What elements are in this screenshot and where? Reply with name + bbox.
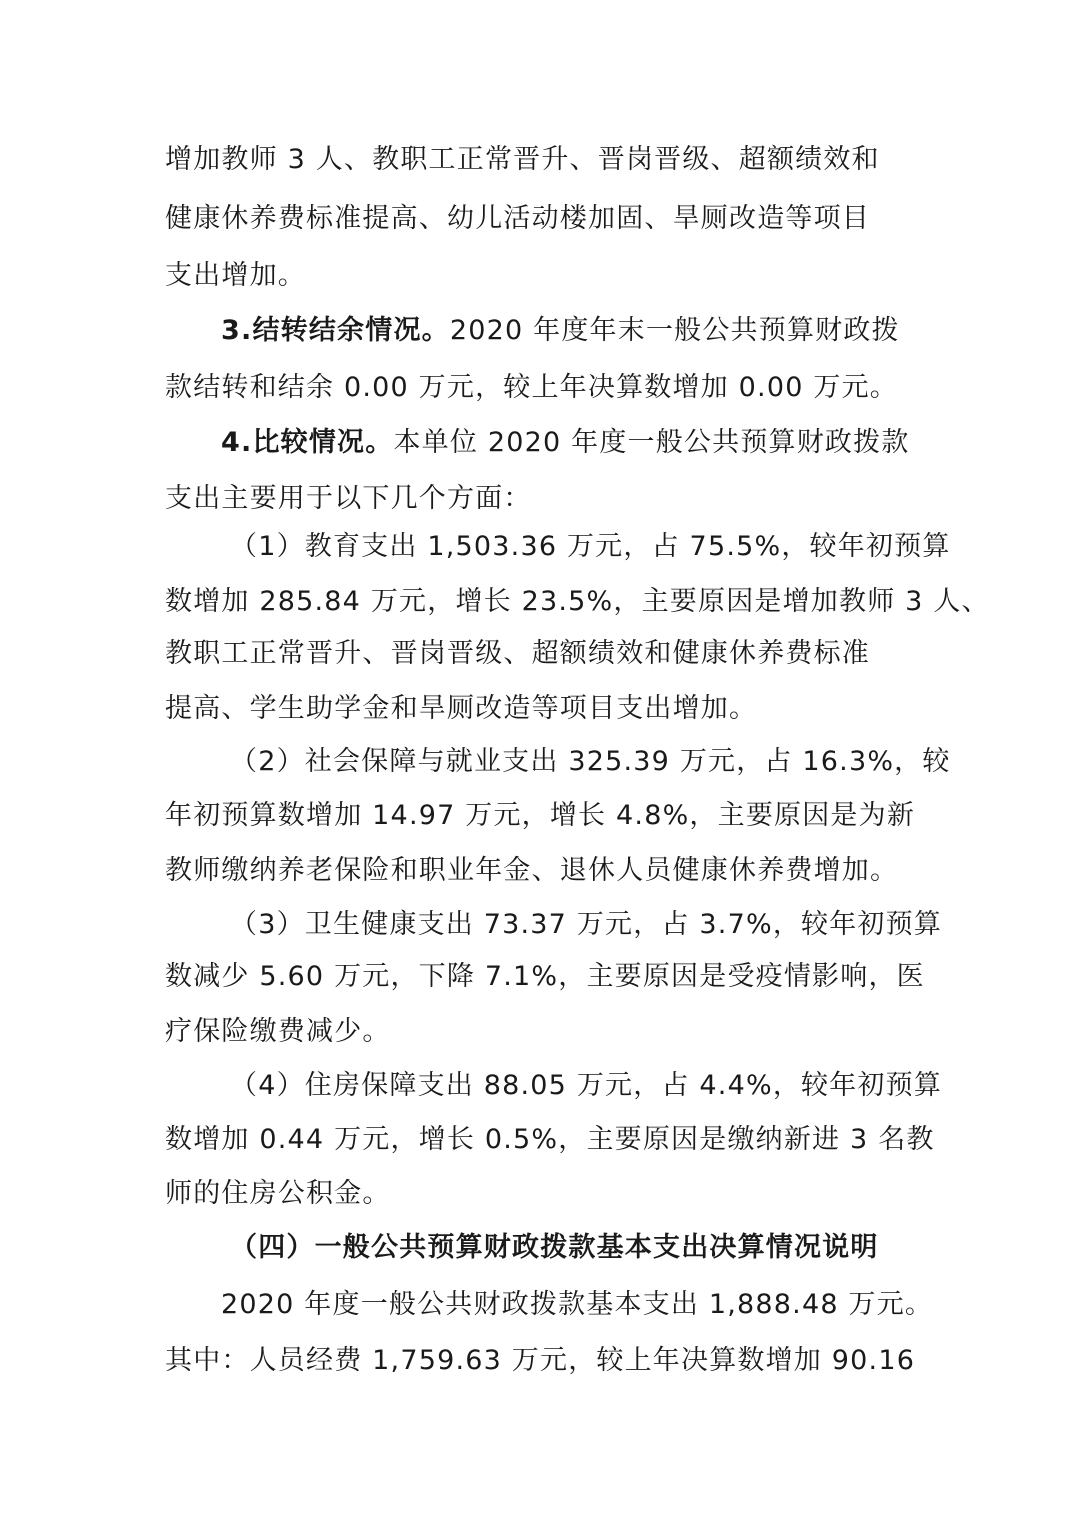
section-3-first-line	[221, 311, 900, 351]
paragraph-line: 师的住房公积金。	[165, 1178, 391, 1209]
paragraph-line: （4）住房保障支出 88.05 万元，占 4.4%，较年初预算	[230, 1070, 943, 1101]
paragraph-line: 疗保险缴费减少。	[165, 1016, 391, 1047]
paragraph-line: 提高、学生助学金和旱厕改造等项目支出增加。	[165, 693, 758, 724]
paragraph-line: 2020 年度一般公共财政拨款基本支出 1,888.48 万元。	[221, 1289, 934, 1320]
paragraph-line: 支出增加。	[165, 260, 306, 291]
paragraph-text: 本单位 2020 年度一般公共预算财政拨款	[393, 427, 910, 458]
paragraph-line: （2）社会保障与就业支出 325.39 万元，占 16.3%，较	[230, 746, 951, 777]
paragraph-line: 款结转和结余 0.00 万元，较上年决算数增加 0.00 万元。	[165, 372, 898, 403]
paragraph-line: （1）教育支出 1,503.36 万元，占 75.5%，较年初预算	[230, 531, 951, 562]
section-heading-4: 4.比较情况。	[221, 427, 394, 458]
paragraph-line: 数增加 0.44 万元，增长 0.5%，主要原因是缴纳新进 3 名教	[165, 1124, 935, 1155]
paragraph-line: 增加教师 3 人、教职工正常晋升、晋岗晋级、超额绩效和	[165, 144, 880, 175]
paragraph-line: 健康休养费标准提高、幼儿活动楼加固、旱厕改造等项目	[165, 203, 870, 234]
paragraph-line: （3）卫生健康支出 73.37 万元，占 3.7%，较年初预算	[230, 909, 943, 940]
section-4-first-line	[221, 423, 910, 463]
paragraph-line: 年初预算数增加 14.97 万元，增长 4.8%，主要原因是为新	[165, 800, 916, 831]
paragraph-line: 数增加 285.84 万元，增长 23.5%，主要原因是增加教师 3 人、	[165, 586, 990, 617]
paragraph-line: 教职工正常晋升、晋岗晋级、超额绩效和健康休养费标准	[165, 638, 870, 669]
paragraph-line: 支出主要用于以下几个方面：	[165, 483, 532, 514]
paragraph-line: 其中：人员经费 1,759.63 万元，较上年决算数增加 90.16	[165, 1345, 916, 1376]
section-heading-3: 3.结转结余情况。	[221, 315, 450, 346]
section-heading-part-4: （四）一般公共预算财政拨款基本支出决算情况说明	[230, 1232, 879, 1263]
paragraph-line: 数减少 5.60 万元，下降 7.1%，主要原因是受疫情影响，医	[165, 961, 925, 992]
paragraph-line: 教师缴纳养老保险和职业年金、退休人员健康休养费增加。	[165, 855, 899, 886]
paragraph-text: 2020 年度年末一般公共预算财政拨	[449, 315, 900, 346]
